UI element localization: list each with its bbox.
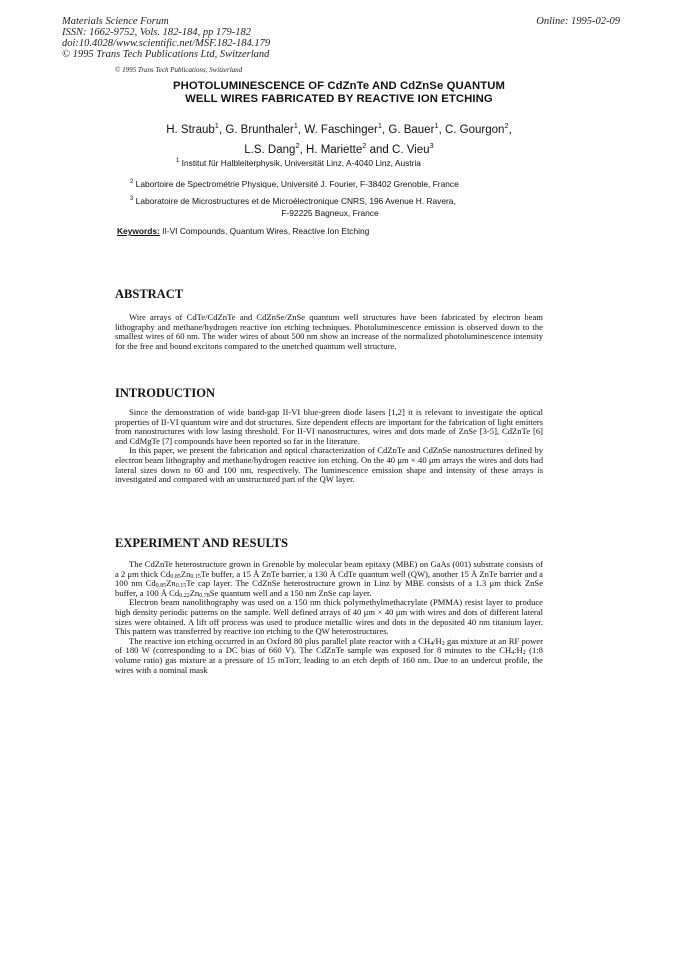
author-affil-mark: 1 [377,121,382,130]
affiliation-text: Laboratoire de Microstructures et de Microélectronique CNRS, 196 Avenue H. Ravera, [135,195,456,206]
journal-metadata [62,16,270,60]
introduction-body [115,408,543,485]
text-run: Te cap layer. The CdZnSe heterostructure grown in Linz by MBE consists of a 1.3 μm thick ZnSe buffer, a 100 Å Cd [115,578,544,598]
affiliation-text-cont: F-92225 Bagneux, France [281,207,379,218]
issn-line: ISSN: 1662-9752, Vols. 182-184, pp 179-182 [62,27,251,38]
text-run: Zn [189,587,200,598]
subscript: 0.78 [199,592,210,599]
title-line-2: WELL WIRES FABRICATED BY REACTIVE ION ETCHING [185,93,493,105]
author-name: H. Mariette [306,143,363,156]
text-run: The reactive ion etching occurred in an Oxford 80 plus parallel plate reactor with a CH [129,635,431,646]
author-affil-mark: 3 [429,140,434,150]
author-conjunction: and [369,143,389,156]
text-run: Se quantum well and a 150 nm ZnSe cap layer. [209,587,372,598]
experiment-body [115,560,543,675]
paper-title [80,80,598,106]
subscript: 4 [511,650,515,657]
affiliation-number: 2 [130,179,134,185]
text-run: Zn [166,578,176,589]
affiliation-1 [176,155,421,169]
author-name: G. Brunthaler [225,123,294,136]
doi-link[interactable]: doi:10.4028/www.scientific.net/MSF.182-184.179 [62,38,271,49]
author-affil-mark: 1 [434,121,439,130]
text-run: gas mixture at an RF power of 180 W (corresponding to a DC bias of 660 V). The CdZnTe sample was exposed for 8 minutes to the CH [115,635,543,656]
subscript: 0.85 [170,573,181,580]
text-run: Zn [180,568,191,579]
paragraph: Since the demonstration of wide band-gap II-VI blue-green diode lasers [1,2] it is relevant to investigate the optical properties of II-VI quantum wire and dot structures. Size dependent effects are important for the fabrication of light emitters from nanostructures with low lasing threshold. For II-VI nanostructures, wires and dots made of ZnSe [3-5], CdZnTe [6] and CdMgTe [7] compounds have been reported so far in the literature. [115,407,543,446]
section-heading-introduction: INTRODUCTION [115,386,216,400]
subscript: 4 [430,640,434,647]
paragraph [115,560,543,598]
subscript: 2 [522,650,526,657]
subscript: 2 [441,640,445,647]
subscript: 0.15 [190,573,201,580]
text-run: (1:8 volume ratio) gas mixture at a pressure of 15 mTorr, leading to an etch depth of 160 nm. Due to an undercut profile, the wires with a nominal mask [115,645,543,675]
author-affil-mark: 2 [504,121,509,130]
affiliation-text: Labortoire de Spectrométrie Physique, Université J. Fourier, F-38402 Grenoble, France [135,178,459,189]
subscript: 0.22 [179,592,190,599]
author-affil-mark: 2 [295,140,300,150]
author-line-2: L.S. Dang$^2$, H. Mariette$^2$ and C. Vieu$^3$ [244,140,434,156]
text-run: :H [514,645,523,656]
author-name: C. Gourgon [444,123,505,136]
author-name: L.S. Dang [244,143,296,156]
copyright-line: © 1995 Trans Tech Publications Ltd, Switzerland [62,49,270,60]
author-affil-mark: 2 [362,140,367,150]
text-run: /H [433,635,442,646]
copyright-small: © 1995 Trans Tech Publications, Switzerland [115,66,243,74]
affiliation-3 [130,193,550,219]
paragraph: Electron beam nanolithography was used on a 150 nm thick polymethylmethacrylate (PMMA) resist layer to produce high density periodic patterns on the sample. Well defined arrays of 40 μm × 40 μm with wires and dots of different lateral sizes were obtained. A lift off process was used to produce metallic wires and dots in the deposited 40 nm titanium layer. This pattern was transferred by reactive ion etching to the QW heterostructures. [115,597,543,637]
section-heading-experiment: EXPERIMENT AND RESULTS [115,536,288,550]
affiliation-number: 3 [130,196,134,202]
journal-name: Materials Science Forum [62,16,169,27]
title-line-1: PHOTOLUMINESCENCE OF CdZnTe AND CdZnSe QUANTUM [173,80,505,92]
author-name: C. Vieu [392,143,430,156]
keywords [117,226,369,236]
paragraph: Wire arrays of CdTe/CdZnTe and CdZnSe/ZnSe quantum well structures have been fabricated by electron beam lithography and methane/hydrogen reactive ion etching techniques. Photoluminescence emission is observed down to the smallest wires of 60 nm. The wider wires of about 500 nm show an increase of the normalized photoluminescence intensity for the free and bound excitons compared to the unetched quantum well structure. [115,312,543,351]
author-name: H. Straub [166,123,215,136]
section-heading-abstract: ABSTRACT [115,287,184,301]
online-date: Online: 1995-02-09 [536,16,620,27]
subscript: 0.85 [155,583,167,590]
keywords-text: II-VI Compounds, Quantum Wires, Reactive Ion Etching [162,226,370,236]
affiliation-2 [130,176,459,190]
subscript: 0.15 [175,583,187,590]
text-run: The CdZnTe heterostructure grown in Grenoble by molecular beam epitaxy (MBE) on GaAs (001) substrate consists of a 2 μm thick Cd [115,559,543,579]
text-run: Te buffer, a 15 Å ZnTe barrier, a 130 Å CdTe quantum well (QW), another 15 Å ZnTe barrier and a 100 nm Cd [115,568,543,589]
keywords-label: Keywords: [117,226,160,236]
paragraph [115,637,543,675]
author-list [90,118,588,158]
author-name: W. Faschinger [304,123,378,136]
abstract-body [115,313,543,351]
author-name: G. Bauer [388,123,435,136]
paragraph: In this paper, we present the fabrication and optical characterization of CdZnTe and CdZnSe nanostructures defined by electron beam lithography and methane/hydrogen reactive ion etching. On the 40 μm × 40 μm arrays the wires and dots had lateral sizes down to 60 and 100 nm, respectively. The luminescence emission shape and intensity of these arrays is investigated and compared with an unstructured part of the QW layer. [115,445,543,485]
author-line-1: H. Straub$^1$, G. Brunthaler$^1$, W. Faschinger$^1$, G. Bauer$^1$, C. Gourgon$^2$, [166,121,512,136]
author-affil-mark: 1 [293,121,298,130]
author-affil-mark: 1 [214,121,219,130]
affiliation-text: Institut für Halbleiterphysik, Universität Linz, A-4040 Linz, Austria [181,157,421,168]
affiliation-number: 1 [176,158,180,164]
